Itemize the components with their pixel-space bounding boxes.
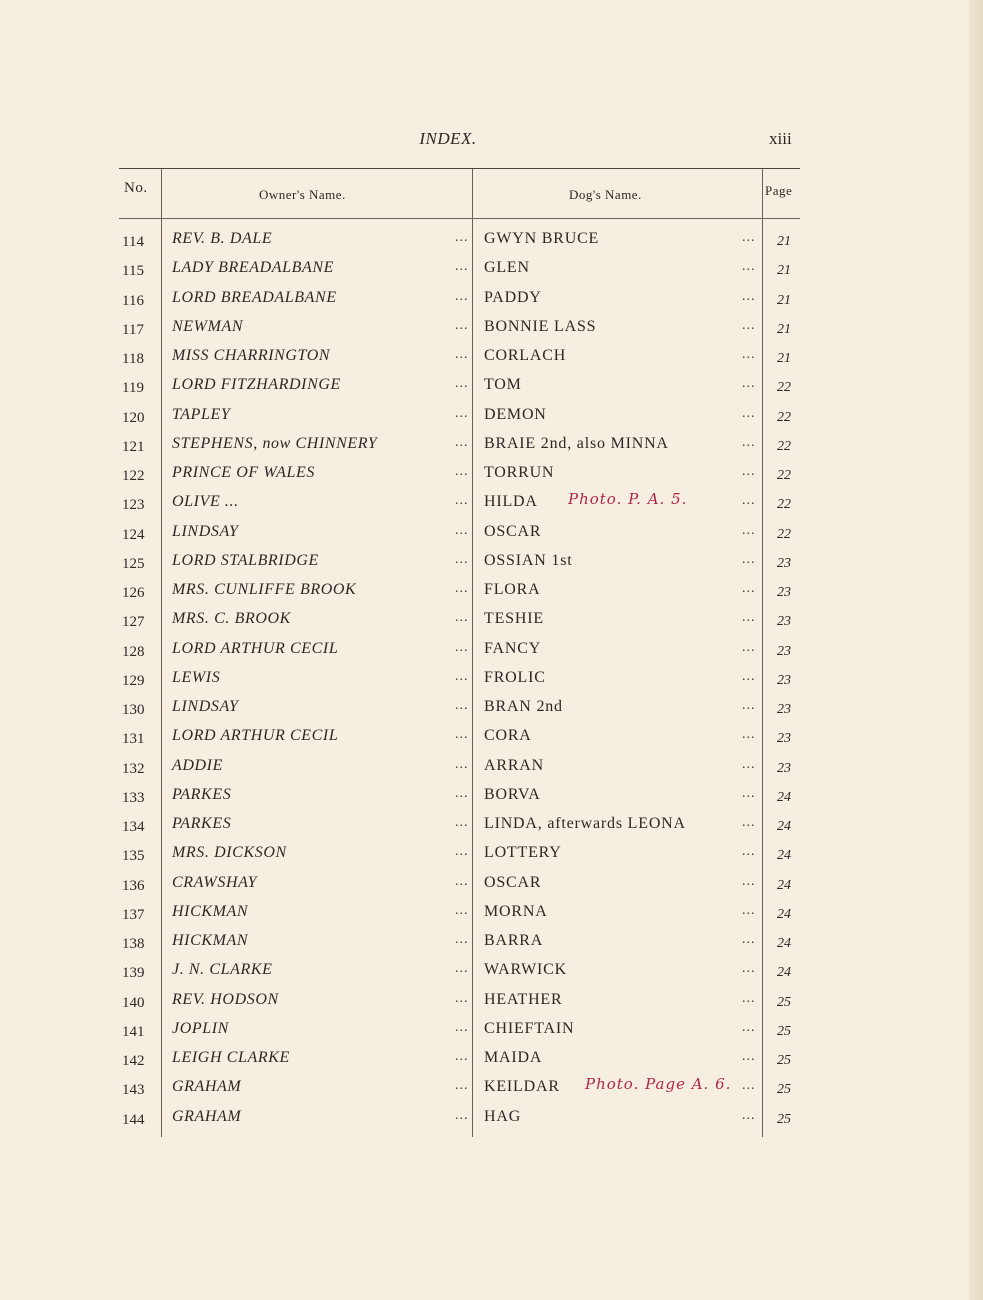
entry-number: 141 bbox=[122, 1024, 145, 1040]
leader-dots: ... bbox=[742, 347, 756, 362]
dog-name: HILDA bbox=[484, 493, 538, 510]
dog-name: DEMON bbox=[484, 406, 547, 423]
page-reference: 23 bbox=[777, 556, 791, 571]
owner-name: GRAHAM bbox=[172, 1078, 242, 1095]
leader-dots: ... bbox=[455, 874, 469, 889]
leader-dots: ... bbox=[742, 259, 756, 274]
page-reference: 22 bbox=[777, 380, 791, 395]
table-row bbox=[0, 318, 983, 347]
page-title: INDEX. bbox=[419, 129, 477, 148]
entry-number: 128 bbox=[122, 644, 145, 660]
leader-dots: ... bbox=[742, 1049, 756, 1064]
leader-dots: ... bbox=[455, 1049, 469, 1064]
owner-name: MISS CHARRINGTON bbox=[172, 347, 331, 364]
leader-dots: ... bbox=[455, 727, 469, 742]
table-row bbox=[0, 259, 983, 288]
column-header-page: Page bbox=[765, 183, 793, 198]
leader-dots: ... bbox=[455, 406, 469, 421]
owner-name: TAPLEY bbox=[172, 406, 231, 423]
table-row bbox=[0, 610, 983, 639]
table-row bbox=[0, 1075, 983, 1107]
dog-name: HAG bbox=[484, 1108, 522, 1125]
owner-name: LORD ARTHUR CECIL bbox=[172, 640, 339, 657]
leader-dots: ... bbox=[742, 318, 756, 333]
leader-dots: ... bbox=[742, 1078, 756, 1093]
table-row bbox=[0, 786, 983, 815]
owner-name: LORD BREADALBANE bbox=[172, 289, 337, 306]
leader-dots: ... bbox=[455, 289, 469, 304]
entry-number: 116 bbox=[122, 293, 144, 309]
owner-name: OLIVE ... bbox=[172, 493, 239, 510]
leader-dots: ... bbox=[455, 523, 469, 538]
leader-dots: ... bbox=[742, 523, 756, 538]
entry-number: 143 bbox=[122, 1082, 145, 1098]
leader-dots: ... bbox=[742, 757, 756, 772]
table-row bbox=[0, 727, 983, 756]
leader-dots: ... bbox=[742, 640, 756, 655]
column-header-owner: Owner's Name. bbox=[259, 187, 346, 202]
dog-name: MAIDA bbox=[484, 1049, 543, 1066]
leader-dots: ... bbox=[742, 289, 756, 304]
owner-name: LORD ARTHUR CECIL bbox=[172, 727, 339, 744]
owner-name: HICKMAN bbox=[172, 932, 249, 949]
leader-dots: ... bbox=[455, 610, 469, 625]
page-reference: 24 bbox=[777, 848, 791, 863]
table-row bbox=[0, 932, 983, 961]
entry-number: 139 bbox=[122, 965, 145, 981]
entry-number: 115 bbox=[122, 263, 144, 279]
owner-name: LORD STALBRIDGE bbox=[172, 552, 319, 569]
leader-dots: ... bbox=[742, 844, 756, 859]
dog-name: FLORA bbox=[484, 581, 541, 598]
table-row bbox=[0, 435, 983, 464]
owner-name: JOPLIN bbox=[172, 1020, 229, 1037]
owner-name: LADY BREADALBANE bbox=[172, 259, 335, 276]
table-row bbox=[0, 903, 983, 932]
handwritten-annotation: Photo. P. A. 5. bbox=[568, 490, 688, 508]
leader-dots: ... bbox=[742, 376, 756, 391]
page-reference: 25 bbox=[777, 1082, 791, 1097]
leader-dots: ... bbox=[742, 581, 756, 596]
leader-dots: ... bbox=[742, 230, 756, 245]
leader-dots: ... bbox=[742, 669, 756, 684]
leader-dots: ... bbox=[455, 376, 469, 391]
leader-dots: ... bbox=[742, 815, 756, 830]
entry-number: 136 bbox=[122, 878, 145, 894]
page-reference: 23 bbox=[777, 585, 791, 600]
owner-name: LINDSAY bbox=[172, 523, 239, 540]
page-reference: 21 bbox=[777, 234, 791, 249]
table-row bbox=[0, 669, 983, 698]
entry-number: 137 bbox=[122, 907, 145, 923]
page-reference: 25 bbox=[777, 1024, 791, 1039]
owner-name: PARKES bbox=[172, 786, 232, 803]
leader-dots: ... bbox=[455, 961, 469, 976]
leader-dots: ... bbox=[742, 464, 756, 479]
entry-number: 125 bbox=[122, 556, 145, 572]
table-row bbox=[0, 1049, 983, 1078]
table-row bbox=[0, 757, 983, 786]
leader-dots: ... bbox=[455, 1020, 469, 1035]
table-row bbox=[0, 230, 983, 259]
owner-name: LORD FITZHARDINGE bbox=[172, 376, 341, 393]
table-row bbox=[0, 1020, 983, 1049]
dog-name: OSSIAN 1st bbox=[484, 552, 573, 569]
table-row bbox=[0, 376, 983, 405]
leader-dots: ... bbox=[742, 786, 756, 801]
entry-number: 132 bbox=[122, 761, 145, 777]
dog-name: CORA bbox=[484, 727, 532, 744]
entry-number: 131 bbox=[122, 731, 145, 747]
page-reference: 25 bbox=[777, 1053, 791, 1068]
leader-dots: ... bbox=[455, 786, 469, 801]
entry-number: 138 bbox=[122, 936, 145, 952]
owner-name: PARKES bbox=[172, 815, 232, 832]
leader-dots: ... bbox=[742, 932, 756, 947]
entry-number: 127 bbox=[122, 614, 145, 630]
page-reference: 25 bbox=[777, 995, 791, 1010]
leader-dots: ... bbox=[742, 1108, 756, 1123]
dog-name: BONNIE LASS bbox=[484, 318, 597, 335]
leader-dots: ... bbox=[455, 844, 469, 859]
leader-dots: ... bbox=[455, 903, 469, 918]
leader-dots: ... bbox=[455, 669, 469, 684]
page-reference: 22 bbox=[777, 468, 791, 483]
table-row bbox=[0, 552, 983, 581]
leader-dots: ... bbox=[742, 435, 756, 450]
leader-dots: ... bbox=[742, 698, 756, 713]
entry-number: 121 bbox=[122, 439, 145, 455]
leader-dots: ... bbox=[455, 493, 469, 508]
leader-dots: ... bbox=[455, 552, 469, 567]
page-reference: 21 bbox=[777, 351, 791, 366]
dog-name: BRAIE 2nd, also MINNA bbox=[484, 435, 669, 452]
leader-dots: ... bbox=[455, 347, 469, 362]
entry-number: 126 bbox=[122, 585, 145, 601]
leader-dots: ... bbox=[455, 464, 469, 479]
dog-name: TOM bbox=[484, 376, 522, 393]
leader-dots: ... bbox=[742, 903, 756, 918]
leader-dots: ... bbox=[742, 610, 756, 625]
page-reference: 21 bbox=[777, 263, 791, 278]
entry-number: 140 bbox=[122, 995, 145, 1011]
table-row bbox=[0, 844, 983, 873]
owner-name: REV. HODSON bbox=[172, 991, 279, 1008]
entry-number: 120 bbox=[122, 410, 145, 426]
table-row bbox=[0, 874, 983, 903]
leader-dots: ... bbox=[455, 230, 469, 245]
entry-number: 129 bbox=[122, 673, 145, 689]
leader-dots: ... bbox=[455, 698, 469, 713]
dog-name: CORLACH bbox=[484, 347, 567, 364]
entry-number: 130 bbox=[122, 702, 145, 718]
table-row bbox=[0, 523, 983, 552]
dog-name: OSCAR bbox=[484, 523, 542, 540]
column-header-dog: Dog's Name. bbox=[569, 187, 642, 202]
owner-name: NEWMAN bbox=[172, 318, 244, 335]
dog-name: ARRAN bbox=[484, 757, 545, 774]
leader-dots: ... bbox=[455, 435, 469, 450]
dog-name: WARWICK bbox=[484, 961, 567, 978]
dog-name: BORVA bbox=[484, 786, 541, 803]
owner-name: J. N. CLARKE bbox=[172, 961, 273, 978]
table-row bbox=[0, 581, 983, 610]
table-row bbox=[0, 961, 983, 990]
entry-number: 123 bbox=[122, 497, 145, 513]
owner-name: REV. B. DALE bbox=[172, 230, 273, 247]
page-reference: 22 bbox=[777, 410, 791, 425]
owner-name: MRS. CUNLIFFE BROOK bbox=[172, 581, 357, 598]
table-top-rule bbox=[119, 168, 800, 169]
leader-dots: ... bbox=[455, 1108, 469, 1123]
page-reference: 22 bbox=[777, 497, 791, 512]
page-reference: 24 bbox=[777, 819, 791, 834]
leader-dots: ... bbox=[455, 757, 469, 772]
leader-dots: ... bbox=[742, 991, 756, 1006]
leader-dots: ... bbox=[455, 318, 469, 333]
dog-name: KEILDAR bbox=[484, 1078, 560, 1095]
dog-name: OSCAR bbox=[484, 874, 542, 891]
column-header-no: No. bbox=[124, 180, 148, 196]
dog-name: MORNA bbox=[484, 903, 548, 920]
owner-name: MRS. DICKSON bbox=[172, 844, 287, 861]
leader-dots: ... bbox=[455, 640, 469, 655]
page-reference: 24 bbox=[777, 878, 791, 893]
leader-dots: ... bbox=[742, 961, 756, 976]
entry-number: 135 bbox=[122, 848, 145, 864]
table-row bbox=[0, 490, 983, 522]
table-row bbox=[0, 698, 983, 727]
table-row bbox=[0, 640, 983, 669]
page-reference: 21 bbox=[777, 293, 791, 308]
table-row bbox=[0, 1108, 983, 1137]
page-reference: 23 bbox=[777, 673, 791, 688]
dog-name: LINDA, afterwards LEONA bbox=[484, 815, 686, 832]
entry-number: 122 bbox=[122, 468, 145, 484]
page-reference: 23 bbox=[777, 614, 791, 629]
header-bottom-rule bbox=[119, 218, 800, 219]
leader-dots: ... bbox=[455, 581, 469, 596]
owner-name: PRINCE OF WALES bbox=[172, 464, 315, 481]
dog-name: GLEN bbox=[484, 259, 530, 276]
table-row bbox=[0, 347, 983, 376]
table-row bbox=[0, 815, 983, 844]
leader-dots: ... bbox=[742, 727, 756, 742]
entry-number: 114 bbox=[122, 234, 144, 250]
owner-name: GRAHAM bbox=[172, 1108, 242, 1125]
page-reference: 24 bbox=[777, 965, 791, 980]
leader-dots: ... bbox=[742, 406, 756, 421]
dog-name: PADDY bbox=[484, 289, 542, 306]
entry-number: 144 bbox=[122, 1112, 145, 1128]
dog-name: BARRA bbox=[484, 932, 544, 949]
owner-name: HICKMAN bbox=[172, 903, 249, 920]
dog-name: TESHIE bbox=[484, 610, 544, 627]
entry-number: 133 bbox=[122, 790, 145, 806]
entry-number: 119 bbox=[122, 380, 144, 396]
entry-number: 142 bbox=[122, 1053, 145, 1069]
owner-name: STEPHENS, now CHINNERY bbox=[172, 435, 378, 452]
page-reference: 22 bbox=[777, 439, 791, 454]
owner-name: LINDSAY bbox=[172, 698, 239, 715]
page-reference: 22 bbox=[777, 527, 791, 542]
page-reference: 25 bbox=[777, 1112, 791, 1127]
table-row bbox=[0, 289, 983, 318]
leader-dots: ... bbox=[455, 991, 469, 1006]
table-row bbox=[0, 406, 983, 435]
owner-name: CRAWSHAY bbox=[172, 874, 258, 891]
page-reference: 23 bbox=[777, 761, 791, 776]
dog-name: TORRUN bbox=[484, 464, 555, 481]
page-reference: 23 bbox=[777, 731, 791, 746]
dog-name: HEATHER bbox=[484, 991, 563, 1008]
owner-name: ADDIE bbox=[172, 757, 223, 774]
dog-name: LOTTERY bbox=[484, 844, 562, 861]
entry-number: 118 bbox=[122, 351, 144, 367]
page-reference: 24 bbox=[777, 790, 791, 805]
table-row bbox=[0, 464, 983, 493]
page-reference: 24 bbox=[777, 907, 791, 922]
owner-name: LEWIS bbox=[172, 669, 221, 686]
page-reference: 23 bbox=[777, 644, 791, 659]
entry-number: 124 bbox=[122, 527, 145, 543]
dog-name: FROLIC bbox=[484, 669, 546, 686]
leader-dots: ... bbox=[742, 1020, 756, 1035]
entry-number: 134 bbox=[122, 819, 145, 835]
leader-dots: ... bbox=[455, 815, 469, 830]
dog-name: CHIEFTAIN bbox=[484, 1020, 575, 1037]
dog-name: BRAN 2nd bbox=[484, 698, 563, 715]
dog-name: GWYN BRUCE bbox=[484, 230, 600, 247]
owner-name: MRS. C. BROOK bbox=[172, 610, 291, 627]
page-numeral: xiii bbox=[769, 129, 792, 148]
leader-dots: ... bbox=[455, 1078, 469, 1093]
page-reference: 23 bbox=[777, 702, 791, 717]
page-reference: 24 bbox=[777, 936, 791, 951]
leader-dots: ... bbox=[742, 493, 756, 508]
dog-name: FANCY bbox=[484, 640, 542, 657]
entry-number: 117 bbox=[122, 322, 144, 338]
handwritten-annotation: Photo. Page A. 6. bbox=[585, 1075, 732, 1093]
table-row bbox=[0, 991, 983, 1020]
page-reference: 21 bbox=[777, 322, 791, 337]
leader-dots: ... bbox=[742, 552, 756, 567]
leader-dots: ... bbox=[455, 259, 469, 274]
leader-dots: ... bbox=[455, 932, 469, 947]
owner-name: LEIGH CLARKE bbox=[172, 1049, 290, 1066]
leader-dots: ... bbox=[742, 874, 756, 889]
